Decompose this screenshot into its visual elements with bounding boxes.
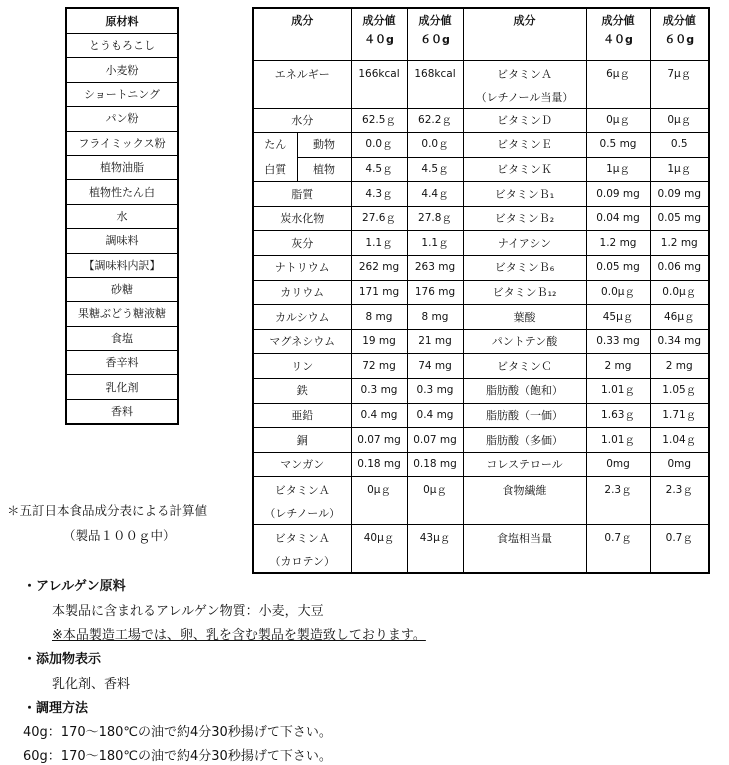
nutrient-name: 脂質 [253,182,351,207]
cooking-60g: 60g：170～180℃の油で約4分30秒揚げて下さい。 [23,749,332,764]
ingredient-item: 砂糖 [66,277,178,301]
nutrition-row [253,182,709,207]
value-40g: 0.3 mg [351,379,407,404]
nutrition-row [253,231,709,256]
value-60g: 0.07 mg [407,428,463,453]
value-60g-right: 0.5 [650,133,709,158]
ingredient-item: 乳化剤 [66,375,178,399]
nutrition-row [253,477,709,525]
nutrient-name-right [463,60,586,108]
protein-group-label [253,133,297,182]
value-40g: 0.07 mg [351,428,407,453]
header-component-right: 成分 [463,8,586,60]
allergen-heading: ・アレルゲン原料 [23,579,126,594]
nutrient-name [253,525,351,573]
nutrient-name-right: ビタミンＤ [463,108,586,133]
value-40g-right: 0.7ｇ [586,525,650,573]
value-60g: 27.8ｇ [407,206,463,231]
nutrient-name: 銅 [253,428,351,453]
header-size: ４０g [603,33,633,46]
value-40g-right: 0μｇ [586,108,650,133]
ingredient-item: 水 [66,204,178,228]
value-60g: 0.3 mg [407,379,463,404]
value-40g: 0μｇ [351,477,407,525]
value-60g: 0.4 mg [407,403,463,428]
nutrient-name: 炭水化物 [253,206,351,231]
value-60g-right: 0.0μｇ [650,280,709,305]
value-40g: 8 mg [351,305,407,330]
value-40g-right: 45μｇ [586,305,650,330]
additives-text: 乳化剤、香料 [52,677,131,692]
value-60g: 4.5ｇ [407,157,463,182]
value-60g-right: 0.7ｇ [650,525,709,573]
nutrition-row [253,525,709,573]
value-60g: 1.1ｇ [407,231,463,256]
value-40g: 62.5ｇ [351,108,407,133]
nutrient-name-right: 脂肪酸（多価） [463,428,586,453]
header-value-label: 成分値 [418,14,452,27]
nutrient-name: 動物 [297,133,351,158]
allergen-warning: ※本品製造工場では、卵、乳を含む製品を製造致しております。 [52,628,426,643]
value-40g-right: 1.01ｇ [586,379,650,404]
nutrition-row [253,403,709,428]
value-60g-right: 0.09 mg [650,182,709,207]
nutrient-name [253,477,351,525]
nutrient-name-right: ビタミンＢ₁₂ [463,280,586,305]
nutrient-name-right: 脂肪酸（飽和） [463,379,586,404]
value-40g: 262 mg [351,256,407,281]
nutrient-name: カリウム [253,280,351,305]
value-60g: 0μｇ [407,477,463,525]
nutrient-name-line2: （レチノール） [264,507,341,521]
value-40g-right: 0.0μｇ [586,280,650,305]
nutrient-name: リン [253,354,351,379]
value-40g-right: 0.04 mg [586,206,650,231]
value-60g-right: 2.3ｇ [650,477,709,525]
value-60g-right: 2 mg [650,354,709,379]
value-40g-right: 0.05 mg [586,256,650,281]
value-40g: 171 mg [351,280,407,305]
protein-label-1: たん [264,138,287,152]
value-40g-right: 1.01ｇ [586,428,650,453]
header-value-label: 成分値 [601,14,635,27]
footnote-per-100g: （製品１００ｇ中） [63,528,176,543]
value-60g: 43μｇ [407,525,463,573]
value-60g: 0.0ｇ [407,133,463,158]
nutrient-name-right: 食物繊維 [463,477,586,525]
value-60g: 8 mg [407,305,463,330]
nutrition-row [253,452,709,477]
nutrition-table [252,7,710,574]
nutrition-row [253,256,709,281]
nutrient-name-line1: ビタミンＡ [274,532,330,546]
nutrient-name: カルシウム [253,305,351,330]
protein-label-2: 白質 [264,163,287,177]
value-60g-right: 0μｇ [650,108,709,133]
ingredient-item: パン粉 [66,107,178,131]
ingredient-item: フライミックス粉 [66,131,178,155]
nutrient-name-right: ビタミンＢ₂ [463,206,586,231]
nutrient-name: 植物 [297,157,351,182]
nutrient-name-right: 葉酸 [463,305,586,330]
value-60g-right: 1.2 mg [650,231,709,256]
value-60g-right: 1.05ｇ [650,379,709,404]
nutrient-name-right: 脂肪酸（一価） [463,403,586,428]
nutrient-name: 灰分 [253,231,351,256]
value-40g-right: 2.3ｇ [586,477,650,525]
header-component: 成分 [253,8,351,60]
nutrient-name-right: ナイアシン [463,231,586,256]
value-40g: 0.0ｇ [351,133,407,158]
value-40g: 166kcal [351,60,407,108]
allergen-text: 本製品に含まれるアレルゲン物質：小麦，大豆 [52,604,324,619]
ingredient-item: 小麦粉 [66,58,178,82]
value-60g: 74 mg [407,354,463,379]
ingredients-table [65,7,179,425]
footnote-basis: ＊五訂日本食品成分表による計算値 [7,503,208,518]
nutrient-name-right: ビタミンＥ [463,133,586,158]
nutrient-name-right: ビタミンＢ₁ [463,182,586,207]
value-40g-right: 0.33 mg [586,329,650,354]
value-40g-right: 0.09 mg [586,182,650,207]
ingredient-item: とうもろこし [66,34,178,58]
nutrient-name: マンガン [253,452,351,477]
value-60g: 21 mg [407,329,463,354]
ingredient-item: 植物油脂 [66,155,178,179]
ingredient-item: 香辛料 [66,351,178,375]
value-60g-right: 1μｇ [650,157,709,182]
nutrition-row [253,133,709,158]
value-60g-right: 0.06 mg [650,256,709,281]
nutrient-name-right: 食塩相当量 [463,525,586,573]
nutrient-name: 水分 [253,108,351,133]
cooking-heading: ・調理方法 [23,701,89,716]
value-60g: 4.4ｇ [407,182,463,207]
nutrient-name: 亜鉛 [253,403,351,428]
value-40g-right: 1μｇ [586,157,650,182]
nutrition-row [253,60,709,108]
nutrition-row [253,157,709,182]
ingredients-header: 原材料 [66,8,178,34]
nutrient-name-line1: ビタミンＡ [274,484,330,498]
nutrition-row [253,354,709,379]
ingredient-item: 【調味料内訳】 [66,253,178,277]
nutrient-name-right: ビタミンＣ [463,354,586,379]
nutrient-name-right: ビタミンＫ [463,157,586,182]
value-40g-right: 0mg [586,452,650,477]
ingredient-item: 調味料 [66,229,178,253]
nutrient-name: ナトリウム [253,256,351,281]
header-size: ６０g [664,33,695,46]
header-value-40g-right [586,8,650,60]
value-60g-right: 0mg [650,452,709,477]
header-size: ６０g [420,33,450,46]
header-value-40g [351,8,407,60]
value-40g: 4.3ｇ [351,182,407,207]
nutrient-name-right: ビタミンＢ₆ [463,256,586,281]
value-60g-right: 1.71ｇ [650,403,709,428]
nutrition-row [253,280,709,305]
ingredient-item: 植物性たん白 [66,180,178,204]
nutrition-row [253,329,709,354]
header-value-label: 成分値 [662,14,696,27]
ingredient-item: 食塩 [66,326,178,350]
value-40g-right: 6μｇ [586,60,650,108]
nutrition-row [253,206,709,231]
nutrition-row [253,379,709,404]
nutrient-name-line2: （カロテン） [269,555,335,569]
header-value-60g [407,8,463,60]
value-60g: 176 mg [407,280,463,305]
nutrition-row [253,108,709,133]
nutrient-name-right: コレステロール [463,452,586,477]
header-size: ４０g [364,33,394,46]
nutrition-row [253,305,709,330]
value-40g-right: 0.5 mg [586,133,650,158]
value-60g-right: 7μｇ [650,60,709,108]
value-40g-right: 1.63ｇ [586,403,650,428]
ingredient-item: ショートニング [66,82,178,106]
header-value-60g-right [650,8,709,60]
ingredient-item: 香料 [66,399,178,424]
value-40g: 72 mg [351,354,407,379]
nutrient-name: 鉄 [253,379,351,404]
value-60g-right: 0.05 mg [650,206,709,231]
ingredient-item: 果糖ぶどう糖液糖 [66,302,178,326]
nutrition-row [253,428,709,453]
additives-heading: ・添加物表示 [23,652,102,667]
nutrient-name-line1: ビタミンＡ [497,67,552,81]
value-40g: 27.6ｇ [351,206,407,231]
value-40g-right: 1.2 mg [586,231,650,256]
value-60g: 62.2ｇ [407,108,463,133]
value-40g: 40μｇ [351,525,407,573]
nutrient-name-right: パントテン酸 [463,329,586,354]
value-60g-right: 0.34 mg [650,329,709,354]
value-40g-right: 2 mg [586,354,650,379]
value-40g: 0.4 mg [351,403,407,428]
value-40g: 4.5ｇ [351,157,407,182]
cooking-40g: 40g：170～180℃の油で約4分30秒揚げて下さい。 [23,725,332,740]
nutrient-name-line2: （レチノール当量） [475,90,574,104]
value-60g: 168kcal [407,60,463,108]
value-40g: 1.1ｇ [351,231,407,256]
nutrient-name: エネルギー [253,60,351,108]
value-60g: 0.18 mg [407,452,463,477]
value-60g-right: 46μｇ [650,305,709,330]
value-40g: 19 mg [351,329,407,354]
nutrient-name: マグネシウム [253,329,351,354]
header-value-label: 成分値 [362,14,396,27]
value-60g: 263 mg [407,256,463,281]
value-40g: 0.18 mg [351,452,407,477]
value-60g-right: 1.04ｇ [650,428,709,453]
